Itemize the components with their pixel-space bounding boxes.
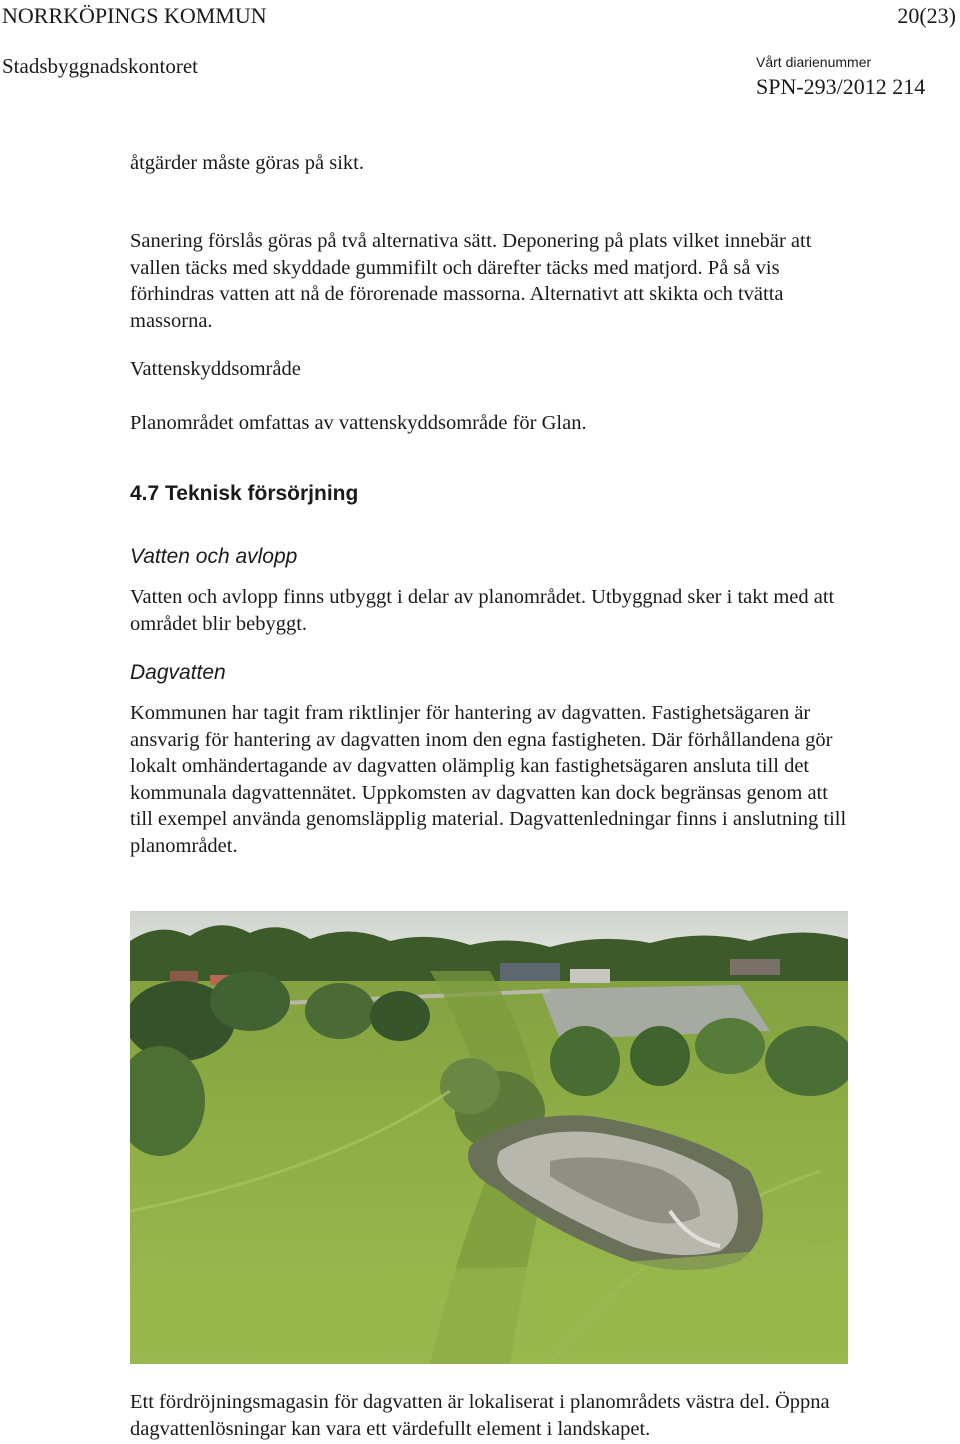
section-heading-technical-supply: 4.7 Teknisk försörjning bbox=[130, 482, 359, 505]
subheading-water-protection: Vattenskyddsområde bbox=[130, 358, 301, 380]
reference-label: Vårt diarienummer bbox=[756, 54, 872, 70]
paragraph-water-sewage: Vatten och avlopp finns utbyggt i delar av planområdet. Utbyggnad sker i takt med att området blir bebyggt. bbox=[130, 586, 835, 635]
reference-number: SPN-293/2012 214 bbox=[756, 74, 926, 99]
subheading-water-sewage: Vatten och avlopp bbox=[130, 545, 298, 568]
paragraph-remediation-end: åtgärder måste göras på sikt. bbox=[130, 152, 364, 174]
paragraph-water-protection: Planområdet omfattas av vattenskyddsområde för Glan. bbox=[130, 412, 587, 434]
paragraph-remediation-options: Sanering förslås göras på två alternativa sätt. Deponering på plats vilket innebär att vallen täcks med skyddade gummifilt och därefter täcks med matjord. På så vis förhindras vatten att nå de förorenade massorna. Alternativt att skikta och tvätta massorna. bbox=[130, 230, 812, 332]
stormwater-pond-photo bbox=[130, 911, 848, 1364]
municipality-name: NORRKÖPINGS KOMMUN bbox=[2, 3, 267, 28]
subheading-stormwater: Dagvatten bbox=[130, 661, 226, 684]
photo-caption: Ett fördröjningsmagasin för dagvatten är lokaliserat i planområdets västra del. Öppna dagvattenlösningar kan vara ett värdefullt element i landskapet. bbox=[130, 1391, 830, 1440]
paragraph-stormwater: Kommunen har tagit fram riktlinjer för hantering av dagvatten. Fastighetsägaren är ansvarig för hantering av dagvatten inom den egna fastigheten. Där förhållandena gör lokalt omhändertagande av dagvatten olämplig kan fastighetsägaren ansluta till det kommunala dagvattennätet. Uppkomsten av dagvatten kan dock begränsas genom att till exempel använda genomsläpplig material. Dagvattenledningar finns i anslutning till planområdet. bbox=[130, 702, 847, 857]
page-number: 20(23) bbox=[897, 3, 956, 28]
office-name: Stadsbyggnadskontoret bbox=[2, 54, 198, 78]
